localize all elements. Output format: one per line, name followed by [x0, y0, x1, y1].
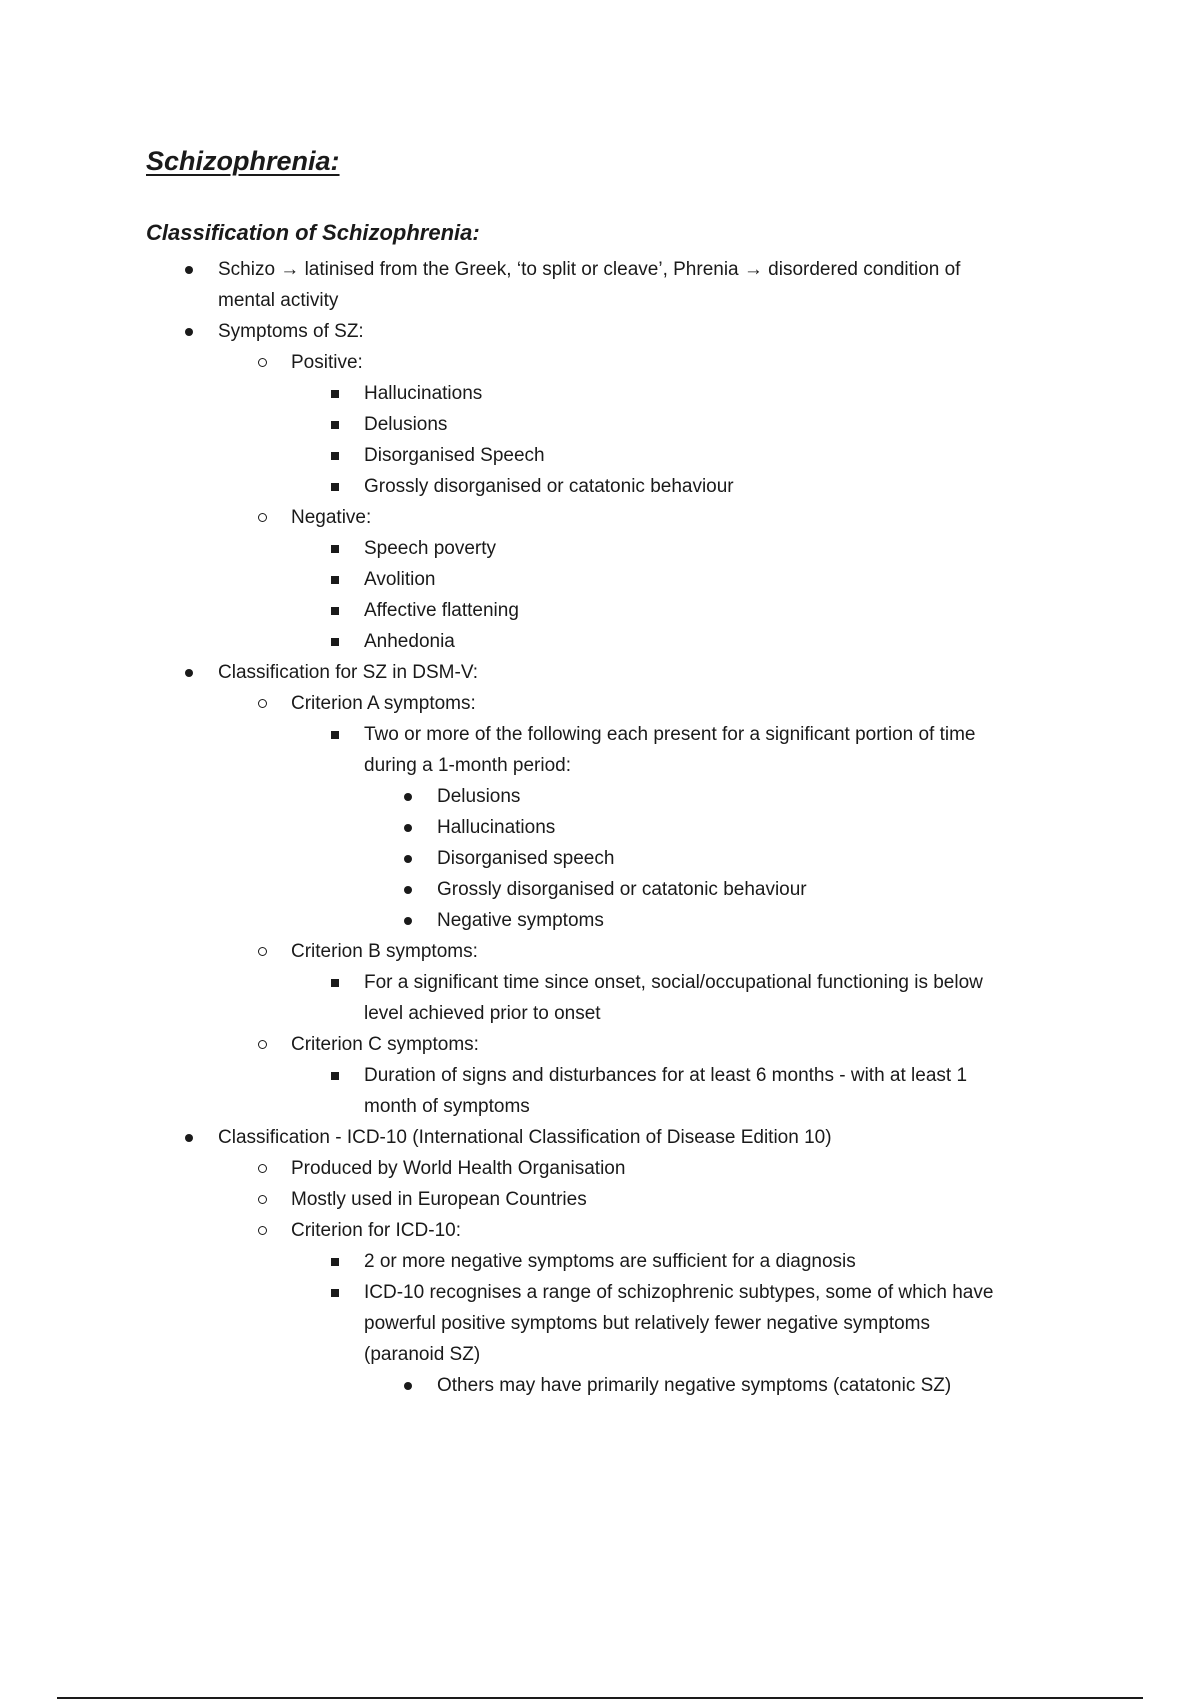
list-item-text: Disorganised speech [437, 848, 615, 869]
list-item-text: Negative symptoms [437, 910, 604, 931]
list-item-text: Classification - ICD-10 (International Classification of Disease Edition 10) [218, 1127, 832, 1148]
page-title: Schizophrenia: [146, 146, 340, 176]
list-item-text: Others may have primarily negative symptoms (catatonic SZ) [437, 1375, 952, 1396]
list-item [0, 1215, 1200, 1246]
list-item [0, 936, 1200, 967]
list-item [0, 874, 1200, 905]
list-item-continuation [0, 750, 1200, 781]
list-item-continuation [0, 1091, 1200, 1122]
list-item-text: mental activity [218, 290, 339, 311]
list-item-text: Delusions [364, 414, 448, 435]
list-item [0, 316, 1200, 347]
bullet-circle-icon [252, 1029, 272, 1060]
list-item-text: Disorganised Speech [364, 445, 545, 466]
list-item [0, 843, 1200, 874]
bullet-dot-icon [398, 843, 418, 874]
bullet-dot-icon [179, 657, 199, 688]
bullet-dot-icon [398, 781, 418, 812]
list-item [0, 564, 1200, 595]
list-item-text: Grossly disorganised or catatonic behaviour [437, 879, 807, 900]
list-item [0, 1370, 1200, 1401]
list-item [0, 409, 1200, 440]
list-item [0, 1060, 1200, 1091]
list-item [0, 812, 1200, 843]
list-item [0, 781, 1200, 812]
list-item [0, 626, 1200, 657]
list-item-continuation [0, 285, 1200, 316]
list-item-continuation [0, 998, 1200, 1029]
list-item [0, 905, 1200, 936]
list-item [0, 967, 1200, 998]
list-item [0, 1277, 1200, 1308]
list-item-text: Speech poverty [364, 538, 497, 559]
list-item-text: Mostly used in European Countries [291, 1189, 587, 1210]
list-item-text: Two or more of the following each present for a significant portion of time [364, 724, 976, 745]
bullet-dot-icon [179, 316, 199, 347]
bullet-square-icon [325, 564, 345, 595]
list-item-text: Avolition [364, 569, 436, 590]
list-item [0, 471, 1200, 502]
bullet-square-icon [325, 626, 345, 657]
list-item-text: Hallucinations [437, 817, 556, 838]
bullet-dot-icon [398, 1370, 418, 1401]
bullet-list [0, 254, 1200, 1401]
bullet-dot-icon [398, 812, 418, 843]
list-item-text: during a 1-month period: [364, 755, 572, 776]
bullet-circle-icon [252, 1153, 272, 1184]
list-item [0, 595, 1200, 626]
list-item [0, 502, 1200, 533]
bullet-square-icon [325, 1246, 345, 1277]
list-item [0, 688, 1200, 719]
list-item-text: powerful positive symptoms but relatively fewer negative symptoms [364, 1313, 931, 1334]
bullet-circle-icon [252, 1215, 272, 1246]
bullet-dot-icon [179, 1122, 199, 1153]
list-item [0, 1122, 1200, 1153]
list-item-continuation [0, 1339, 1200, 1370]
list-item-text: For a significant time since onset, social/occupational functioning is below [364, 972, 983, 993]
list-item-text: ICD-10 recognises a range of schizophrenic subtypes, some of which have [364, 1282, 994, 1303]
list-item-text: Negative: [291, 507, 372, 528]
bullet-square-icon [325, 595, 345, 626]
bullet-square-icon [325, 1277, 345, 1308]
footer-divider [57, 1697, 1143, 1699]
bullet-circle-icon [252, 1184, 272, 1215]
list-item-text: Criterion B symptoms: [291, 941, 478, 962]
list-item-text: Hallucinations [364, 383, 483, 404]
list-item-text: level achieved prior to onset [364, 1003, 601, 1024]
list-item-text: Schizo → latinised from the Greek, ‘to split or cleave’, Phrenia → disordered condition of [218, 259, 961, 280]
bullet-square-icon [325, 378, 345, 409]
list-item-text: Positive: [291, 352, 363, 373]
bullet-square-icon [325, 471, 345, 502]
list-item [0, 1029, 1200, 1060]
list-item [0, 378, 1200, 409]
list-item-text: (paranoid SZ) [364, 1344, 481, 1365]
list-item-text: Symptoms of SZ: [218, 321, 364, 342]
list-item-text: Anhedonia [364, 631, 455, 652]
bullet-dot-icon [398, 905, 418, 936]
list-item-text: 2 or more negative symptoms are sufficient for a diagnosis [364, 1251, 856, 1272]
list-item-text: Duration of signs and disturbances for at least 6 months - with at least 1 [364, 1065, 968, 1086]
bullet-circle-icon [252, 502, 272, 533]
list-item-text: Criterion A symptoms: [291, 693, 476, 714]
section-title: Classification of Schizophrenia: [146, 220, 480, 245]
bullet-dot-icon [398, 874, 418, 905]
bullet-square-icon [325, 967, 345, 998]
list-item-text: Classification for SZ in DSM-V: [218, 662, 479, 683]
list-item-text: Grossly disorganised or catatonic behaviour [364, 476, 734, 497]
list-item [0, 440, 1200, 471]
list-item-text: Delusions [437, 786, 521, 807]
list-item-text: Produced by World Health Organisation [291, 1158, 626, 1179]
list-item-text: Criterion for ICD-10: [291, 1220, 461, 1241]
list-item [0, 1246, 1200, 1277]
bullet-square-icon [325, 719, 345, 750]
list-item [0, 347, 1200, 378]
bullet-square-icon [325, 1060, 345, 1091]
bullet-square-icon [325, 533, 345, 564]
bullet-square-icon [325, 440, 345, 471]
bullet-circle-icon [252, 347, 272, 378]
list-item [0, 254, 1200, 285]
list-item-text: Criterion C symptoms: [291, 1034, 479, 1055]
list-item [0, 719, 1200, 750]
list-item-text: month of symptoms [364, 1096, 530, 1117]
list-item-text: Affective flattening [364, 600, 519, 621]
list-item [0, 657, 1200, 688]
list-item [0, 1153, 1200, 1184]
list-item [0, 1184, 1200, 1215]
bullet-square-icon [325, 409, 345, 440]
bullet-circle-icon [252, 688, 272, 719]
bullet-dot-icon [179, 254, 199, 285]
bullet-circle-icon [252, 936, 272, 967]
list-item [0, 533, 1200, 564]
list-item-continuation [0, 1308, 1200, 1339]
